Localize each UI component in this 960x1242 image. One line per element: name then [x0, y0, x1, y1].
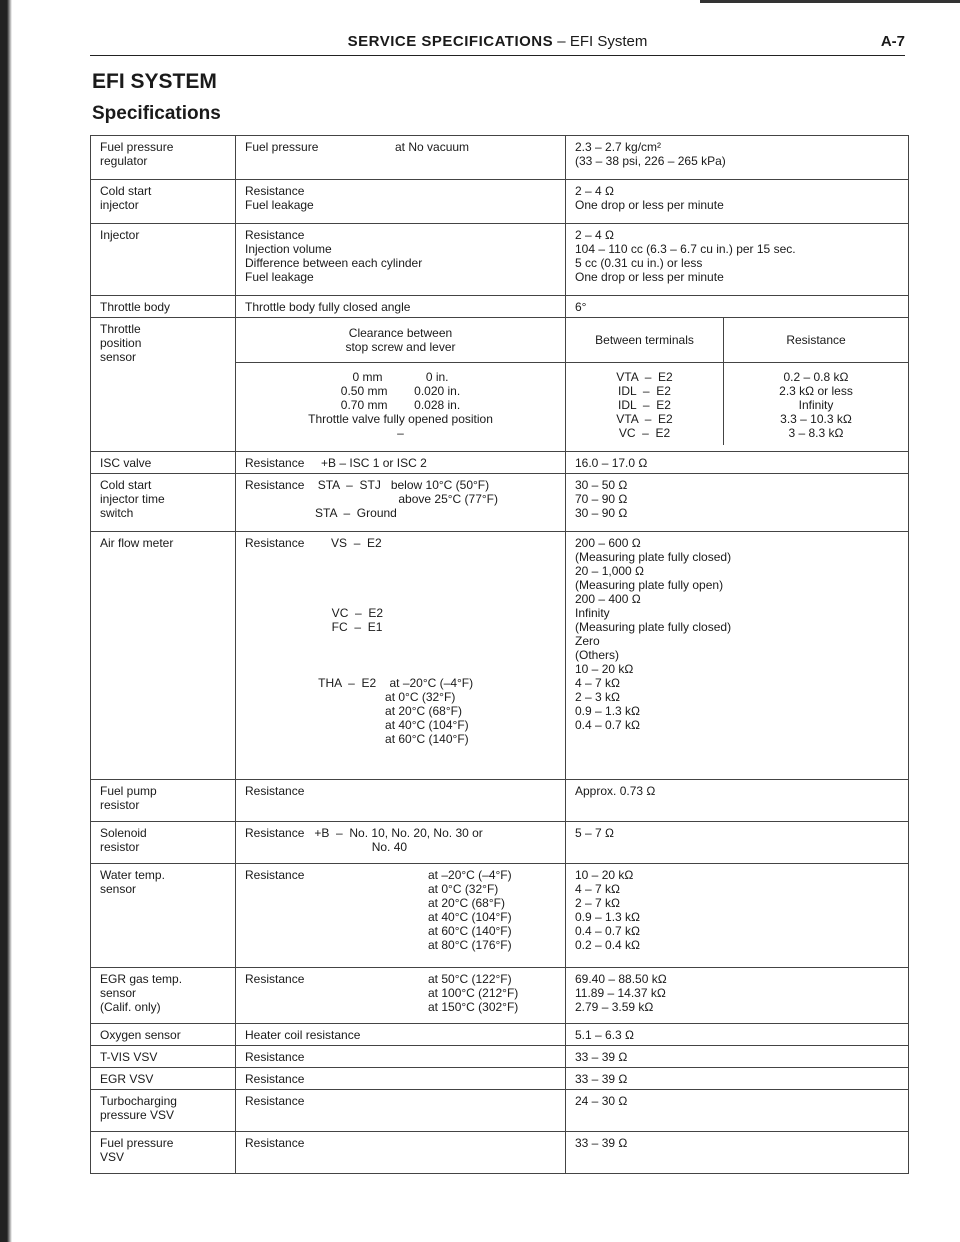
- table-row: [91, 1068, 909, 1090]
- item-cell: Fuel pressure regulator: [91, 136, 236, 180]
- condition-detail: at 50°C (122°F) at 100°C (212°F) at 150°C (302°F): [428, 972, 519, 1014]
- condition-label: Resistance: [245, 868, 305, 882]
- spec-cell: 2 – 4 Ω 104 – 110 cc (6.3 – 6.7 cu in.) per 15 sec. 5 cc (0.31 cu in.) or less One drop or less per minute: [566, 224, 909, 296]
- table-row: [91, 822, 909, 864]
- subsection-heading: Specifications: [92, 103, 221, 124]
- table-row: [91, 864, 909, 968]
- condition-cell: Resistance: [236, 1132, 566, 1174]
- condition-cell: Heater coil resistance: [236, 1024, 566, 1046]
- item-cell: Throttle body: [91, 296, 236, 318]
- item-cell: Solenoid resistor: [91, 822, 236, 864]
- spec-cell: 6°: [566, 296, 909, 318]
- item-cell: EGR gas temp. sensor (Calif. only): [91, 968, 236, 1024]
- item-cell: Fuel pressure VSV: [91, 1132, 236, 1174]
- item-cell: Water temp. sensor: [91, 864, 236, 968]
- condition-label: Resistance: [245, 972, 305, 986]
- condition-cell: Resistance: [236, 1090, 566, 1132]
- table-row: [91, 474, 909, 532]
- clearance-cell: [236, 318, 566, 452]
- table-row: [91, 1132, 909, 1174]
- item-cell: Air flow meter: [91, 532, 236, 780]
- item-cell: Cold start injector: [91, 180, 236, 224]
- header-title-bold: SERVICE SPECIFICATIONS: [347, 33, 554, 50]
- scan-top-edge: [700, 0, 960, 3]
- spec-cell: 2 – 4 Ω One drop or less per minute: [566, 180, 909, 224]
- spec-cell: 33 – 39 Ω: [566, 1046, 909, 1068]
- condition-cell: Resistance +B – No. 10, No. 20, No. 30 or No. 40: [236, 822, 566, 864]
- item-cell: Oxygen sensor: [91, 1024, 236, 1046]
- table-row: [91, 180, 909, 224]
- item-cell: T-VIS VSV: [91, 1046, 236, 1068]
- terminal-resistance-cell: [566, 318, 909, 452]
- clearance-values: 0 mm 0 in. 0.50 mm 0.020 in. 0.70 mm 0.028 in. Throttle valve fully opened position –: [308, 370, 493, 440]
- condition-cell: Resistance +B – ISC 1 or ISC 2: [236, 452, 566, 474]
- clearance-header: Clearance between stop screw and lever: [236, 318, 565, 363]
- spec-cell: 24 – 30 Ω: [566, 1090, 909, 1132]
- table-row: [91, 224, 909, 296]
- table-row: [91, 780, 909, 822]
- page-number: A-7: [880, 33, 905, 50]
- page-header: [90, 33, 905, 56]
- spec-cell: 69.40 – 88.50 kΩ 11.89 – 14.37 kΩ 2.79 – 3.59 kΩ: [566, 968, 909, 1024]
- table-row: [91, 968, 909, 1024]
- condition-detail: at –20°C (–4°F) at 0°C (32°F) at 20°C (68°F) at 40°C (104°F) at 60°C (140°F) at 80°C (176°F): [428, 868, 512, 952]
- condition-label: Fuel pressure: [245, 140, 319, 154]
- header-title-rest: – EFI System: [553, 33, 648, 50]
- table-row-throttle-position: [91, 318, 909, 452]
- table-row: [91, 452, 909, 474]
- item-cell: Throttle position sensor: [91, 318, 236, 452]
- item-cell: Turbocharging pressure VSV: [91, 1090, 236, 1132]
- spec-cell: 10 – 20 kΩ 4 – 7 kΩ 2 – 7 kΩ 0.9 – 1.3 kΩ 0.4 – 0.7 kΩ 0.2 – 0.4 kΩ: [566, 864, 909, 968]
- resistance-values: 0.2 – 0.8 kΩ 2.3 kΩ or less Infinity 3.3 – 10.3 kΩ 3 – 8.3 kΩ: [779, 370, 853, 440]
- item-cell: EGR VSV: [91, 1068, 236, 1090]
- spec-cell: 33 – 39 Ω: [566, 1132, 909, 1174]
- condition-cell: Resistance VS – E2 VC – E2 FC – E1 THA – E2 at –20°C (–4°F) at 0°C (32°F) at 20°C (68°F) at 40°C (104°F) at 60°C (140°F): [236, 532, 566, 780]
- table-row: [91, 1046, 909, 1068]
- spec-cell: 16.0 – 17.0 Ω: [566, 452, 909, 474]
- table-row: [91, 296, 909, 318]
- terminals-values: VTA – E2 IDL – E2 IDL – E2 VTA – E2 VC – E2: [566, 363, 724, 445]
- table-row: [91, 1090, 909, 1132]
- header-title: [90, 33, 905, 50]
- item-cell: ISC valve: [91, 452, 236, 474]
- condition-cell: [236, 136, 566, 180]
- spec-cell: Approx. 0.73 Ω: [566, 780, 909, 822]
- condition-detail: at No vacuum: [395, 140, 470, 154]
- condition-cell: Resistance: [236, 1046, 566, 1068]
- condition-cell: Resistance: [236, 780, 566, 822]
- condition-cell: Throttle body fully closed angle: [236, 296, 566, 318]
- spec-cell: 30 – 50 Ω 70 – 90 Ω 30 – 90 Ω: [566, 474, 909, 532]
- condition-cell: [236, 864, 566, 968]
- spec-cell: 5.1 – 6.3 Ω: [566, 1024, 909, 1046]
- table-row: [91, 136, 909, 180]
- item-cell: Fuel pump resistor: [91, 780, 236, 822]
- table-row: [91, 532, 909, 780]
- section-heading: EFI SYSTEM: [92, 70, 217, 93]
- item-cell: Cold start injector time switch: [91, 474, 236, 532]
- condition-cell: Resistance Fuel leakage: [236, 180, 566, 224]
- terminals-header: Between terminals: [566, 318, 724, 363]
- table-row: [91, 1024, 909, 1046]
- resistance-header: Resistance: [724, 318, 908, 363]
- condition-cell: Resistance Injection volume Difference between each cylinder Fuel leakage: [236, 224, 566, 296]
- specifications-table: [90, 135, 909, 1174]
- page-binding-edge: [0, 0, 12, 1242]
- item-cell: Injector: [91, 224, 236, 296]
- spec-cell: 33 – 39 Ω: [566, 1068, 909, 1090]
- spec-cell: 2.3 – 2.7 kg/cm² (33 – 38 psi, 226 – 265 kPa): [566, 136, 909, 180]
- spec-cell: 5 – 7 Ω: [566, 822, 909, 864]
- condition-cell: Resistance STA – STJ below 10°C (50°F) above 25°C (77°F) STA – Ground: [236, 474, 566, 532]
- condition-cell: [236, 968, 566, 1024]
- condition-cell: Resistance: [236, 1068, 566, 1090]
- spec-cell: 200 – 600 Ω (Measuring plate fully closed) 20 – 1,000 Ω (Measuring plate fully open) 200 – 400 Ω Infinity (Measuring plate fully closed) Zero (Others) 10 – 20 kΩ 4 – 7 kΩ 2 – 3 kΩ 0.9 – 1.3 kΩ 0.4 – 0.7 kΩ: [566, 532, 909, 780]
